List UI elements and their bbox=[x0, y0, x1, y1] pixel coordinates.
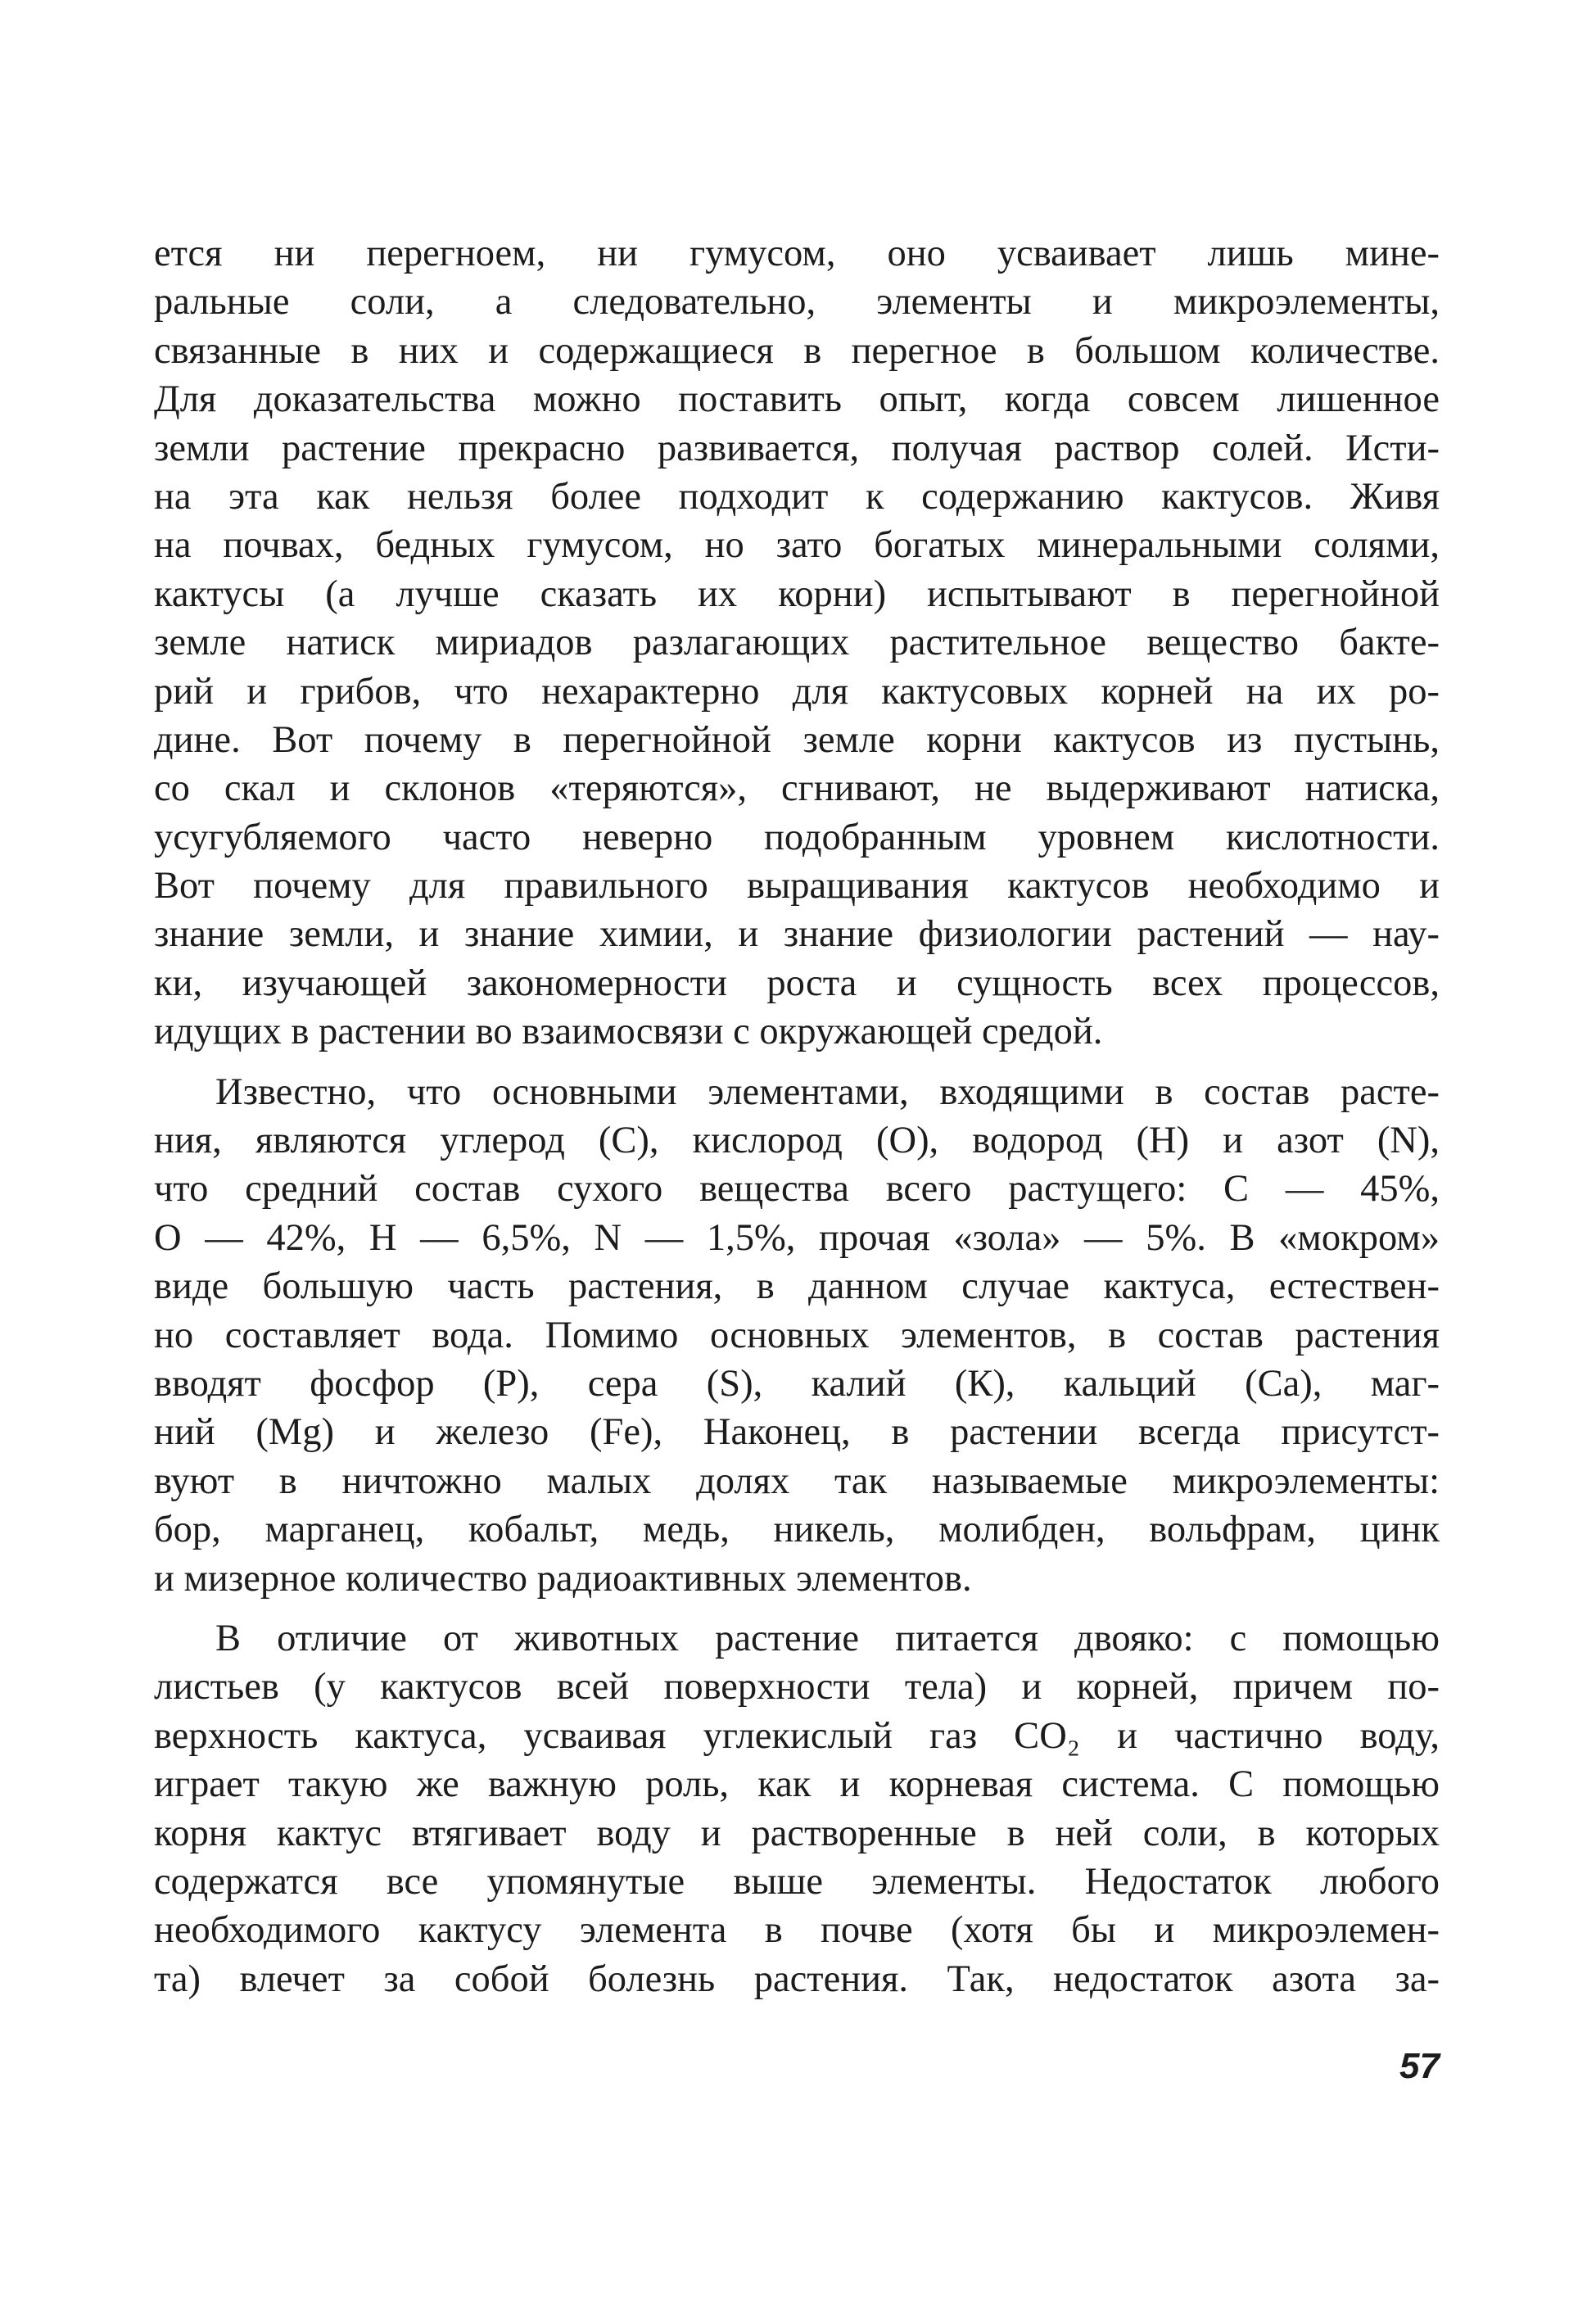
text-line: необходимого кактусу элемента в почве (хотя бы и микроэлемен- bbox=[154, 1909, 1440, 1952]
text-line: но составляет вода. Помимо основных элементов, в состав растения bbox=[154, 1314, 1440, 1356]
text-line: ральные соли, а следовательно, элементы и микроэлементы, bbox=[154, 281, 1440, 324]
text-line: ется ни перегноем, ни гумусом, оно усваивает лишь мине- bbox=[154, 233, 1440, 274]
text-line: связанные в них и содержащиеся в перегное в большом количестве. bbox=[154, 329, 1440, 372]
paragraph-nutrition bbox=[154, 1614, 1440, 2003]
paragraph-continuation bbox=[154, 229, 1440, 1057]
text-line: усугубляемого часто неверно подобранным уровнем кислотности. bbox=[154, 816, 1440, 858]
text-line: ния, являются углерод (С), кислород (О), водород (Н) и азот (N), bbox=[154, 1120, 1440, 1162]
text-line: верхность кактуса, усваивая углекислый газ СО₂ и частично воду, bbox=[154, 1714, 1440, 1757]
page-body bbox=[154, 229, 1440, 2003]
text-line: на эта как нельзя более подходит к содержанию кактусов. Живя bbox=[154, 475, 1440, 518]
text-line: Вот почему для правильного выращивания кактусов необходимо и bbox=[154, 865, 1440, 908]
text-line: на почвах, бедных гумусом, но зато богатых минеральными солями, bbox=[154, 524, 1440, 567]
text-line: та) влечет за собой болезнь растения. Так, недостаток азота за- bbox=[154, 1958, 1440, 2000]
text-line: рий и грибов, что нехарактерно для кактусовых корней на их ро- bbox=[154, 670, 1440, 713]
paragraph-elements bbox=[154, 1068, 1440, 1603]
text-line: ки, изучающей закономерности роста и сущность всех процессов, bbox=[154, 962, 1440, 1004]
page-number: 57 bbox=[1399, 2046, 1440, 2086]
text-line: знание земли, и знание химии, и знание физиологии растений — нау- bbox=[154, 913, 1440, 956]
text-line: Известно, что основными элементами, входящими в состав расте- bbox=[215, 1070, 1440, 1113]
text-line: и мизерное количество радиоактивных элементов. bbox=[154, 1557, 972, 1600]
text-line: кактусы (а лучше сказать их корни) испытывают в перегнойной bbox=[154, 573, 1440, 615]
paragraph-gap bbox=[154, 1057, 1440, 1068]
text-line: В отличие от животных растение питается двояко: с помощью bbox=[215, 1617, 1440, 1659]
text-line: вуют в ничтожно малых долях так называемые микроэлементы: bbox=[154, 1460, 1440, 1502]
text-line: Для доказательства можно поставить опыт, когда совсем лишенное bbox=[154, 378, 1440, 421]
text-line: виде большую часть растения, в данном случае кактуса, естествен- bbox=[154, 1265, 1440, 1308]
text-line: земле натиск мириадов разлагающих растительное вещество бакте- bbox=[154, 622, 1440, 664]
text-line: играет такую же важную роль, как и корневая система. С помощью bbox=[154, 1763, 1440, 1806]
text-line: бор, марганец, кобальт, медь, никель, молибден, вольфрам, цинк bbox=[154, 1509, 1440, 1551]
text-line: листьев (у кактусов всей поверхности тела) и корней, причем по- bbox=[154, 1666, 1440, 1709]
text-line: что средний состав сухого вещества всего растущего: С — 45%, bbox=[154, 1168, 1440, 1211]
text-line: корня кактус втягивает воду и растворенные в ней соли, в которых bbox=[154, 1812, 1440, 1854]
text-line: содержатся все упомянутые выше элементы. Недостаток любого bbox=[154, 1860, 1440, 1903]
text-line: ний (Mg) и железо (Fe), Наконец, в растении всегда присутст- bbox=[154, 1411, 1440, 1454]
text-line: дине. Вот почему в перегнойной земле корни кактусов из пустынь, bbox=[154, 718, 1440, 761]
text-line: О — 42%, Н — 6,5%, N — 1,5%, прочая «зола» — 5%. В «мокром» bbox=[154, 1216, 1440, 1259]
text-line: вводят фосфор (Р), сера (S), калий (К), кальций (Са), маг- bbox=[154, 1362, 1440, 1405]
paragraph-gap bbox=[154, 1603, 1440, 1614]
text-line: идущих в растении во взаимосвязи с окружающей средой. bbox=[154, 1011, 1103, 1053]
text-line: со скал и склонов «теряются», сгнивают, не выдерживают натиска, bbox=[154, 767, 1440, 810]
text-line: земли растение прекрасно развивается, получая раствор солей. Исти- bbox=[154, 427, 1440, 469]
